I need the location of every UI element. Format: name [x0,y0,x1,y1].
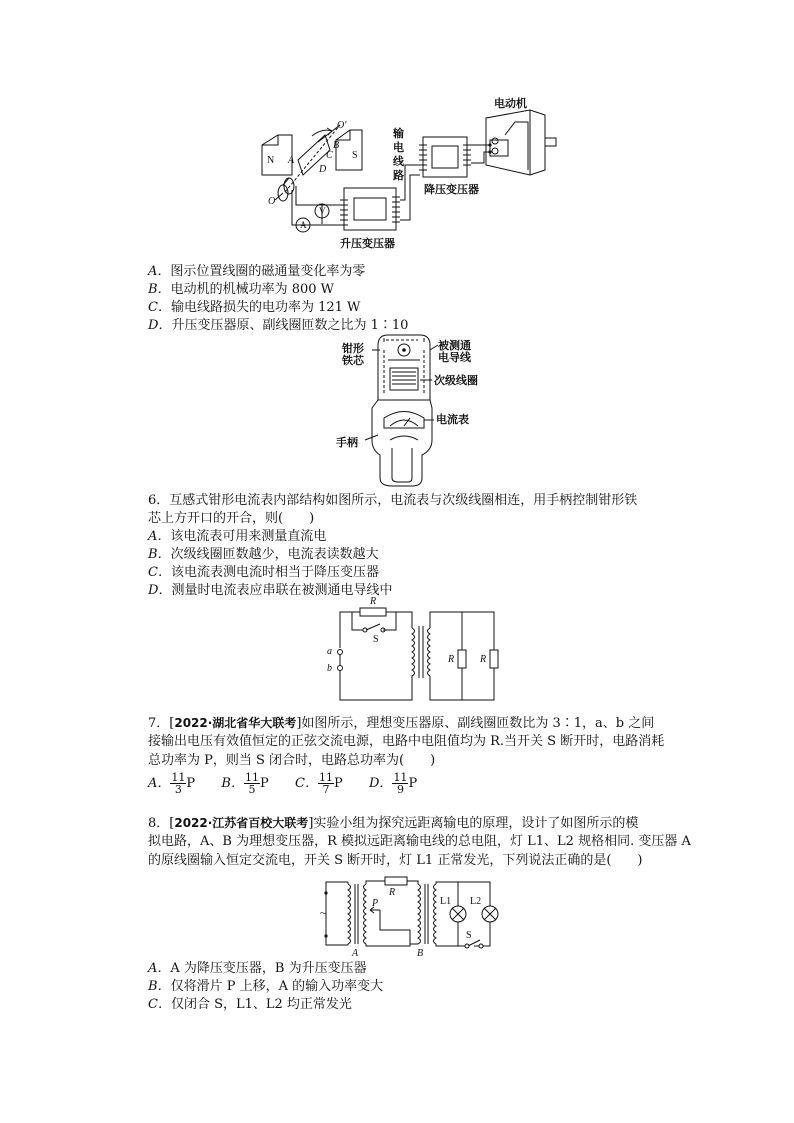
q7-option-c: C． $\frac{11}{7}$ P [295,771,343,796]
q6-option-a: A．该电流表可用来测量直流电 [148,529,327,544]
secondary-coil-label: 次级线圈 [434,374,478,387]
q8-option-c: C．仅闭合 S，L1、L2 均正常发光 [148,997,352,1012]
measured-wire-label-2: 电导线 [438,351,471,364]
q5-option-a: A．图示位置线圈的磁通量变化率为零 [148,264,366,279]
transmission-line-label-2: 电 [393,141,404,154]
q6-stem-line2: 芯上方开口的开合，则( ) [148,511,315,526]
measured-wire-label-1: 被测通 [438,339,471,352]
q8-option-a: A．A 为降压变压器，B 为升压变压器 [148,961,367,976]
q6-option-c: C．该电流表测电流时相当于降压变压器 [148,565,379,580]
clamp-core-label-1: 钳形 [342,342,364,355]
coil-b-label: B [333,140,340,151]
ammeter-label: A [300,220,307,230]
lamp-l1-label: L1 [440,896,452,907]
q5-option-c: C．输电线路损失的电功率为 121 W [148,300,361,315]
q5-option-d: D．升压变压器原、副线圈匝数之比为 1∶10 [148,318,409,333]
q8-stem-line2: 拟电路，A、B 为理想变压器，R 模拟远距离输电线的总电阻，灯 L1、L2 规格相同. 变压器 A [148,834,691,849]
switch-s-label: S [373,634,379,645]
q7-option-a: A． $\frac{11}{3}$ P [148,771,196,796]
q7-option-b: B． $\frac{11}{5}$ P [221,771,269,796]
q8-source: 2022·江苏省百校大联考 [174,816,309,830]
transformer-b-label: B [417,948,424,959]
q7-source: 2022·湖北省华大联考 [174,716,297,730]
step-down-transformer-label: 降压变压器 [424,183,479,196]
o-prime-label: O′ [337,120,347,131]
transmission-line-label-3: 线 [393,155,404,168]
q5-option-b: B．电动机的机械功率为 800 W [148,282,335,297]
motor-label: 电动机 [494,97,527,110]
q8-stem-line3: 的原线圈输入恒定交流电，开关 S 断开时，灯 L1 正常发光，下列说法正确的是( ) [148,853,643,868]
q7-stem-line2: 接输出电压有效值恒定的正弦交流电源，电路中电阻值均为 R.当开关 S 断开时，电路消耗 [148,734,665,749]
q6-option-b: B．次级线圈匝数越少，电流表读数越大 [148,547,379,562]
o-label: O [268,196,276,207]
q7-stem-line1: 7．[2022·湖北省华大联考]如图所示，理想变压器原、副线圈匝数比为 3∶1，a、b 之间 [148,716,655,731]
ammeter-label: 电流表 [436,413,469,426]
step-up-transformer-label: 升压变压器 [340,237,395,250]
clamp-core-label-2: 铁芯 [342,354,364,367]
terminal-b-label: b [327,663,332,674]
q6-stem-line1: 6．互感式钳形电流表内部结构如图所示，电流表与次级线圈相连，用手柄控制钳形铁 [148,493,638,508]
coil-a-label: A [288,155,295,166]
handle-label: 手柄 [336,436,358,449]
lamp-l2-label: L2 [470,896,482,907]
q8-option-b: B．仅将滑片 P 上移，A 的输入功率变大 [148,979,384,994]
terminal-a-label: a [327,646,332,657]
resistor-r2-label: R [480,654,487,665]
coil-c-label: C [326,150,333,161]
transmission-line-label-4: 路 [393,169,404,182]
q7-option-d: D． $\frac{11}{9}$ P [369,771,418,796]
n-pole-label: N [267,155,275,166]
transmission-line-label-1: 输 [393,127,404,140]
resistor-r-label: R [389,887,396,898]
s-pole-label: S [352,150,358,161]
ac-source-symbol: ~ [320,906,327,920]
q8-stem-line1: 8．[2022·江苏省百校大联考]实验小组为探究远距离输电的原理，设计了如图所示的模 [148,816,639,831]
resistor-r1-label: R [448,654,455,665]
r-top-label: R [370,596,377,607]
q6-option-d: D．测量时电流表应串联在被测通电导线中 [148,583,393,598]
transformer-a-label: A [352,948,359,959]
coil-d-label: D [319,164,327,175]
q7-stem-line3: 总功率为 P，则当 S 闭合时，电路总功率为( ) [148,753,436,768]
switch-s-label: S [466,930,472,941]
slider-p-label: P [372,898,379,909]
voltmeter-label: V [319,206,326,216]
